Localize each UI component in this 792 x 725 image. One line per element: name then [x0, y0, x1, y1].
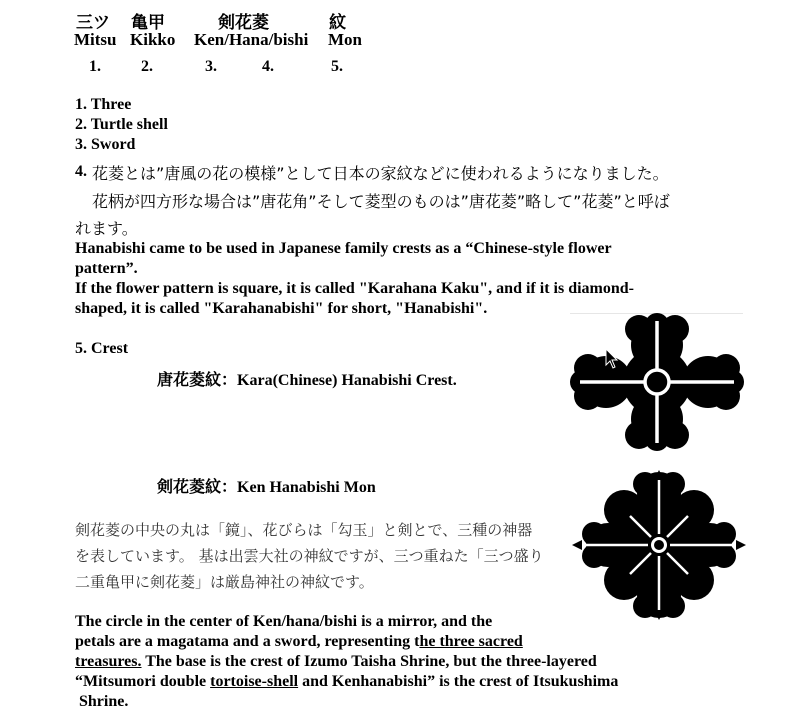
crest1-caption: [157, 367, 457, 390]
en-paragraph-line2-text: petals are a magatama and a sword, representing t: [75, 633, 420, 650]
number-1: 1.: [89, 58, 101, 75]
romaji-mitsu: Mitsu: [74, 30, 117, 49]
jp-paragraph-line3: 二重亀甲に剣花菱」は厳島神社の神紋です。: [75, 573, 374, 591]
item-four-en-line1: Hanabishi came to be used in Japanese family crests as a “Chinese-style flower: [75, 240, 612, 257]
item-four-jp-line1: 花菱とは”唐風の花の模様”として日本の家紋などに使われるようになりました。: [92, 164, 669, 183]
crest2-caption: [157, 474, 376, 497]
kara-hanabishi-crest-icon: [570, 313, 745, 451]
crest1-caption-jp: 唐花菱紋：: [157, 370, 238, 389]
kanji-mitsu: 三ツ: [76, 13, 110, 33]
kanji-kikko: 亀甲: [131, 13, 165, 33]
three-sacred-treasures-link[interactable]: he three sacred: [419, 633, 523, 650]
item-crest: 5. Crest: [75, 340, 129, 357]
tortoise-shell-link[interactable]: tortoise-shell: [210, 673, 299, 690]
number-3: 3.: [205, 58, 217, 75]
kanji-kenhanabishi: 剣花菱: [218, 13, 269, 33]
item-three: 1. Three: [75, 96, 132, 113]
item-sword: 3. Sword: [75, 136, 136, 153]
en-paragraph-line4-text-b: and Kenhanabishi” is the crest of Itsukushima: [298, 673, 619, 690]
romaji-mon: Mon: [328, 30, 362, 49]
romaji-kikko: Kikko: [130, 30, 176, 49]
number-4: 4.: [262, 58, 274, 75]
item-four-jp-line3: れます。: [75, 219, 138, 238]
item-four-en-line3: If the flower pattern is square, it is called "Karahana Kaku", and if it is diamond-: [75, 280, 634, 297]
item-turtle-shell: 2. Turtle shell: [75, 116, 168, 133]
en-paragraph-line2: [75, 633, 523, 651]
en-paragraph-line3: [75, 653, 597, 671]
treasures-link[interactable]: treasures.: [75, 653, 142, 670]
number-2: 2.: [141, 58, 153, 75]
en-paragraph-line1: The circle in the center of Ken/hana/bishi is a mirror, and the: [75, 613, 493, 630]
en-paragraph-line5: Shrine.: [75, 693, 129, 710]
jp-paragraph-line2: を表しています。 基は出雲大社の神紋ですが、三つ重ねた「三つ盛り: [75, 547, 544, 565]
crest2-caption-jp: 剣花菱紋：: [157, 477, 238, 496]
romaji-kenhanabishi: Ken/Hana/bishi: [194, 30, 309, 49]
item-four-en-line2: pattern”.: [75, 260, 138, 277]
item-four-en-line4: shaped, it is called "Karahanabishi" for short, "Hanabishi".: [75, 300, 488, 317]
number-5: 5.: [331, 58, 343, 75]
crest1-caption-en: Kara(Chinese) Hanabishi Crest.: [237, 372, 457, 389]
kanji-mon: 紋: [329, 13, 346, 33]
item-four-jp-line2: 花柄が四方形な場合は”唐花角”そして菱型のものは”唐花菱”略して”花菱”と呼ば: [92, 192, 670, 211]
en-paragraph-line4: [75, 673, 618, 691]
mouse-cursor-icon: [605, 348, 619, 370]
jp-paragraph-line1: 剣花菱の中央の丸は「鏡」、花びらは「勾玉」と剣とで、三種の神器: [75, 521, 533, 539]
crest2-caption-en: Ken Hanabishi Mon: [237, 479, 376, 496]
en-paragraph-line3-text: The base is the crest of Izumo Taisha Shrine, but the three-layered: [141, 653, 597, 670]
item-four-number: 4.: [75, 163, 87, 180]
ken-hanabishi-crest-icon: [570, 470, 748, 620]
en-paragraph-line4-text-a: “Mitsumori double: [75, 673, 211, 690]
